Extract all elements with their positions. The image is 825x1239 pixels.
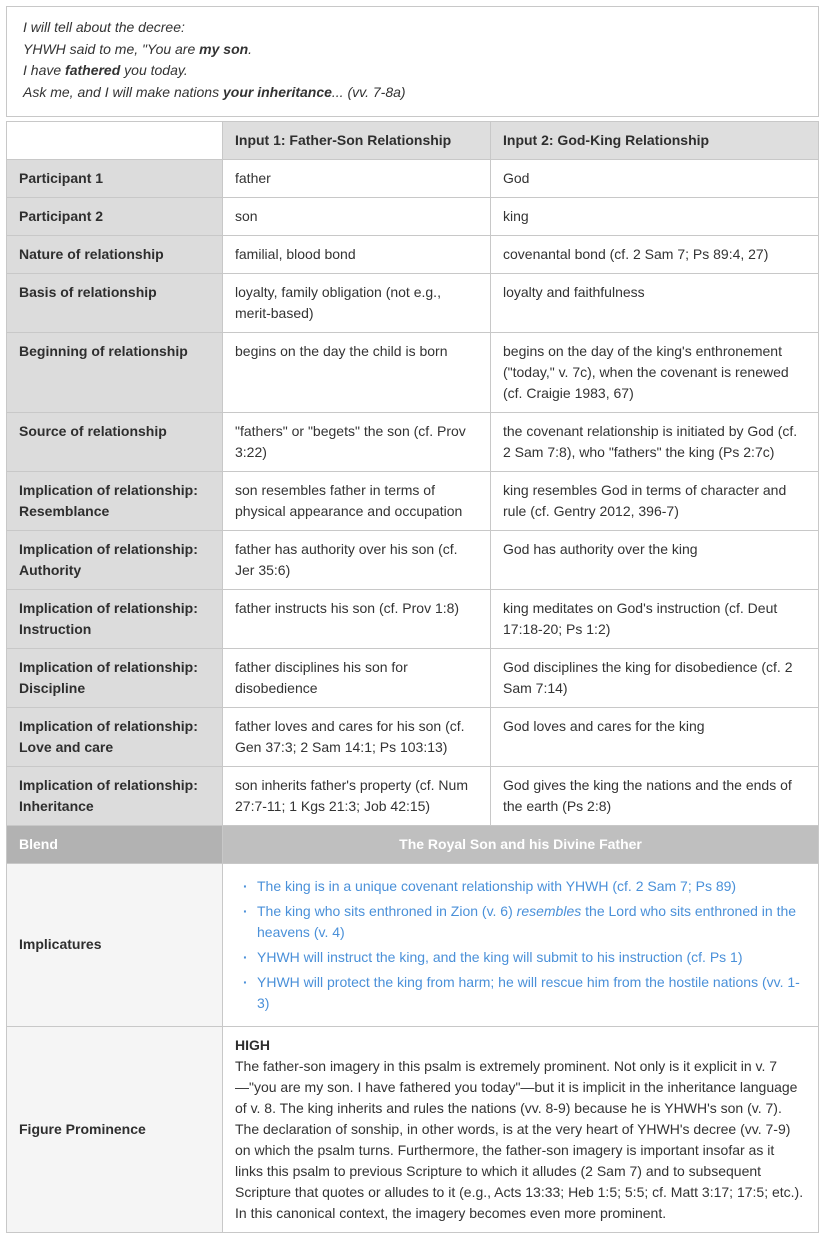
cell-input1: loyalty, family obligation (not e.g., merit-based) — [223, 273, 491, 332]
cell-input2: covenantal bond (cf. 2 Sam 7; Ps 89:4, 27) — [491, 235, 819, 273]
text-segment: fathered — [65, 62, 121, 79]
row-label: Participant 1 — [7, 159, 223, 197]
text-segment: The king who sits enthroned in Zion (v. 6) — [257, 902, 517, 919]
quote-line — [23, 82, 802, 104]
row-label: Participant 2 — [7, 197, 223, 235]
table-row — [7, 707, 819, 766]
figure-prominence-text: The father-son imagery in this psalm is extremely prominent. Not only is it explicit in v. 7—"you are my son. I have fathered you today"—but it is implicit in the inheritance language of v. 8. The king inherits and rules the nations (vv. 8-9) because he is YHWH's son (v. 7). The declaration of sonship, in other words, is at the very heart of YHWH's decree (vv. 7-9) on which the psalm turns. Furthermore, the father-son imagery is important insofar as it links this psalm to previous Scripture to which it alludes (2 Sam 7) and to subsequent Scripture that quotes or alludes to it (e.g., Acts 13:33; Heb 1:5; 5:5; cf. Matt 3:17; 17:5; etc.). In this canonical context, the imagery becomes even more prominent. — [235, 1057, 804, 1221]
blend-analysis-table — [6, 121, 819, 1233]
cell-input1: son resembles father in terms of physical appearance and occupation — [223, 471, 491, 530]
quote-block — [6, 6, 819, 117]
text-segment: I have — [23, 62, 66, 79]
cell-input2: God gives the king the nations and the ends of the earth (Ps 2:8) — [491, 766, 819, 825]
row-label: Implication of relationship: Love and care — [7, 707, 223, 766]
corner-cell — [7, 121, 223, 159]
cell-input2: king meditates on God's instruction (cf. Deut 17:18-20; Ps 1:2) — [491, 589, 819, 648]
cell-input1: begins on the day the child is born — [223, 332, 491, 412]
text-segment: I will tell about the decree: — [23, 19, 185, 35]
implicatures-label: Implicatures — [7, 863, 223, 1026]
row-label: Implication of relationship: Inheritance — [7, 766, 223, 825]
text-segment: YHWH will instruct the king, and the king will submit to his instruction (cf. Ps 1) — [257, 948, 743, 965]
cell-input2: God disciplines the king for disobedience (cf. 2 Sam 7:14) — [491, 648, 819, 707]
row-label: Implication of relationship: Discipline — [7, 648, 223, 707]
text-segment: my son — [199, 40, 249, 57]
quote-line — [23, 17, 802, 39]
table-row — [7, 273, 819, 332]
table-row — [7, 412, 819, 471]
text-segment: the Lord who sits enthroned in the heavens (v. 4) — [257, 902, 797, 940]
header-row — [7, 121, 819, 159]
implicatures-cell — [223, 863, 819, 1026]
table-row — [7, 766, 819, 825]
cell-input1: son — [223, 197, 491, 235]
table-row — [7, 530, 819, 589]
table-row — [7, 197, 819, 235]
figure-prominence-level: HIGH — [235, 1036, 270, 1053]
text-segment: YHWH will protect the king from harm; he will rescue him from the hostile nations (vv. 1-3) — [257, 973, 800, 1011]
cell-input1: "fathers" or "begets" the son (cf. Prov 3:22) — [223, 412, 491, 471]
row-label: Implication of relationship: Resemblance — [7, 471, 223, 530]
table-row — [7, 332, 819, 412]
table-row — [7, 235, 819, 273]
row-label: Basis of relationship — [7, 273, 223, 332]
row-label: Implication of relationship: Authority — [7, 530, 223, 589]
cell-input2: begins on the day of the king's enthronement ("today," v. 7c), when the covenant is renewed (cf. Craigie 1983, 67) — [491, 332, 819, 412]
blend-value: The Royal Son and his Divine Father — [223, 825, 819, 863]
header-input2: Input 2: God-King Relationship — [491, 121, 819, 159]
figure-prominence-row — [7, 1026, 819, 1232]
row-label: Source of relationship — [7, 412, 223, 471]
implicature-item — [241, 947, 806, 968]
table-header — [7, 121, 819, 159]
blend-label: Blend — [7, 825, 223, 863]
summary-rows — [7, 825, 819, 1232]
quote-line — [23, 60, 802, 82]
cell-input1: familial, blood bond — [223, 235, 491, 273]
text-segment: Ask me, and I will make nations — [23, 84, 223, 101]
cell-input1: father loves and cares for his son (cf. Gen 37:3; 2 Sam 14:1; Ps 103:13) — [223, 707, 491, 766]
implicatures-list — [235, 876, 806, 1014]
cell-input2: king — [491, 197, 819, 235]
text-segment: The king is in a unique covenant relationship with YHWH (cf. 2 Sam 7; Ps 89) — [257, 877, 737, 894]
cell-input2: the covenant relationship is initiated by God (cf. 2 Sam 7:8), who "fathers" the king (Ps 2:7c) — [491, 412, 819, 471]
cell-input2: God loves and cares for the king — [491, 707, 819, 766]
cell-input1: father — [223, 159, 491, 197]
table-row — [7, 159, 819, 197]
blend-row — [7, 825, 819, 863]
text-segment: resembles — [516, 902, 582, 919]
row-label: Nature of relationship — [7, 235, 223, 273]
table-row — [7, 471, 819, 530]
figure-prominence-label: Figure Prominence — [7, 1026, 223, 1232]
implicatures-row — [7, 863, 819, 1026]
header-input1: Input 1: Father-Son Relationship — [223, 121, 491, 159]
text-segment: ... (vv. 7-8a) — [331, 84, 406, 101]
text-segment: your inheritance — [222, 84, 332, 101]
cell-input2: loyalty and faithfulness — [491, 273, 819, 332]
text-segment: . — [248, 40, 253, 57]
implicature-item — [241, 876, 806, 897]
row-label: Beginning of relationship — [7, 332, 223, 412]
cell-input2: king resembles God in terms of character and rule (cf. Gentry 2012, 396-7) — [491, 471, 819, 530]
implicature-item — [241, 901, 806, 943]
comparison-rows — [7, 159, 819, 825]
table-row — [7, 589, 819, 648]
table-row — [7, 648, 819, 707]
implicature-item — [241, 972, 806, 1014]
row-label: Implication of relationship: Instruction — [7, 589, 223, 648]
cell-input1: father has authority over his son (cf. Jer 35:6) — [223, 530, 491, 589]
cell-input2: God has authority over the king — [491, 530, 819, 589]
quote-line — [23, 39, 802, 61]
text-segment: YHWH said to me, "You are — [23, 40, 200, 57]
cell-input1: father instructs his son (cf. Prov 1:8) — [223, 589, 491, 648]
cell-input2: God — [491, 159, 819, 197]
cell-input1: son inherits father's property (cf. Num 27:7-11; 1 Kgs 21:3; Job 42:15) — [223, 766, 491, 825]
cell-input1: father disciplines his son for disobedience — [223, 648, 491, 707]
text-segment: you today. — [120, 62, 188, 79]
figure-prominence-cell — [223, 1026, 819, 1232]
